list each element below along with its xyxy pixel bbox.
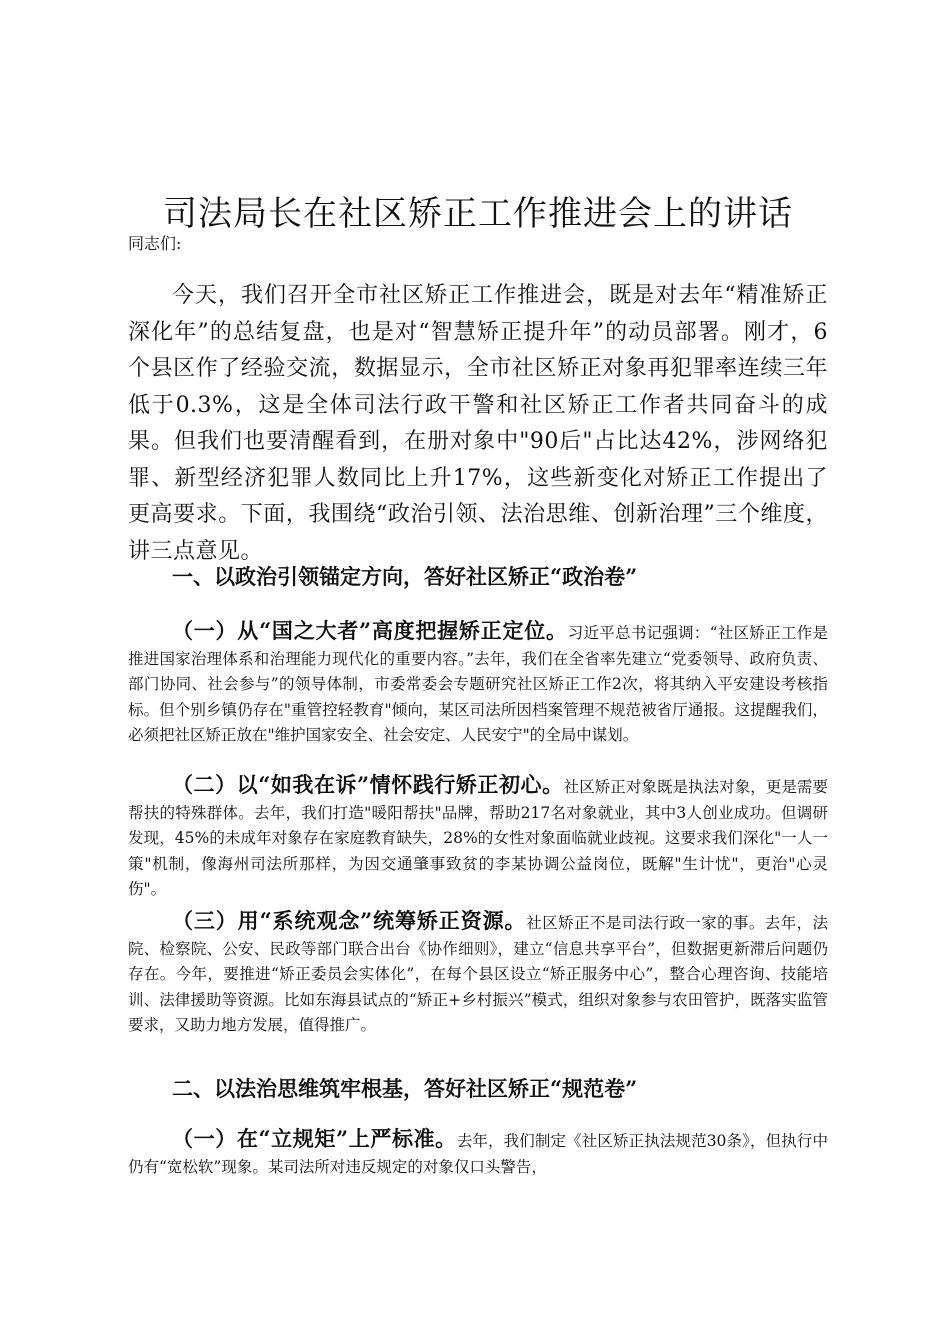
section-1-paragraph-3: [128, 908, 828, 1039]
section-2-heading: 二、以法治思维筑牢根基，答好社区矫正“规范卷”: [172, 1076, 638, 1101]
section-2-paragraph-1: [128, 1126, 828, 1180]
intro-paragraph: 今天，我们召开全市社区矫正工作推进会，既是对去年“精准矫正深化年”的总结复盘，也是对“智慧矫正提升年”的动员部署。刚才，6个县区作了经验交流，数据显示，全市社区矫正对象再犯罪率连续三年低于0.3%，这是全体司法行政干警和社区矫正工作者共同奋斗的成果。但我们也要清醒看到，在册对象中"90后"占比达42%，涉网络犯罪、新型经济犯罪人数同比上升17%，这些新变化对矫正工作提出了更高要求。下面，我围绕“政治引领、法治思维、创新治理”三个维度，讲三点意见。: [128, 283, 828, 564]
paragraph-body: 社区矫正对象既是执法对象，更是需要帮扶的特殊群体。去年，我们打造"暖阳帮扶"品牌，帮助217名对象就业，其中3人创业成功。但调研发现，45%的未成年对象存在家庭教育缺失，28%的女性对象面临就业歧视。这要求我们深化"一人一策"机制，像海州司法所那样，为因交通肇事致贫的李某协调公益岗位，既解"生计忧"，更治"心灵伤"。: [128, 778, 828, 898]
paragraph-lead: （二）以“如我在诉”情怀践行矫正初心。: [172, 772, 564, 797]
document-title: 司法局长在社区矫正工作推进会上的讲话: [163, 193, 793, 234]
salutation: 同志们:: [128, 234, 182, 253]
paragraph-lead: （一）从“国之大者”高度把握矫正定位。: [172, 618, 568, 643]
paragraph-lead: （一）在“立规矩”上严标准。: [172, 1126, 457, 1151]
paragraph-body: 习近平总书记强调：“社区矫正工作是推进国家治理体系和治理能力现代化的重要内容。”去年，我们在全省率先建立“党委领导、政府负责、部门协同、社会参与”的领导体制，市委常委会专题研究社区矫正工作2次，将其纳入平安建设考核指标。但个别乡镇仍存在"重管控轻教育"倾向，某区司法所因档案管理不规范被省厅通报。这提醒我们，必须把社区矫正放在"维护国家安全、社会安定、人民安宁"的全局中谋划。: [128, 624, 828, 744]
paragraph-body: 社区矫正不是司法行政一家的事。去年，法院、检察院、公安、民政等部门联合出台《协作细则》，建立“信息共享平台”，但数据更新滞后问题仍存在。今年，要推进“矫正委员会实体化”，在每个县区设立“矫正服务中心”，整合心理咨询、技能培训、法律援助等资源。比如东海县试点的“矫正+乡村振兴”模式，组织对象参与农田管护，既落实监管要求，又助力地方发展，值得推广。: [128, 914, 828, 1034]
paragraph-lead: （三）用“系统观念”统筹矫正资源。: [172, 908, 527, 933]
paragraph-body: 去年，我们制定《社区矫正执法规范30条》，但执行中仍有“宽松软”现象。某司法所对违反规定的对象仅口头警告，: [128, 1132, 828, 1176]
section-1-heading: 一、以政治引领锚定方向，答好社区矫正“政治卷”: [172, 564, 638, 589]
section-1-paragraph-1: [128, 618, 828, 749]
section-1-paragraph-2: [128, 772, 828, 903]
